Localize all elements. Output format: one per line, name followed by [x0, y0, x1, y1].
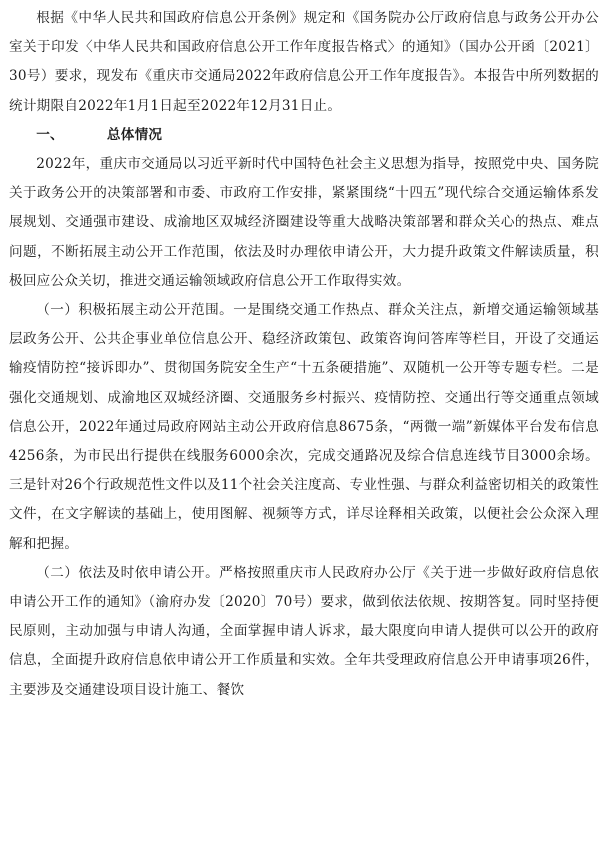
intro-paragraph: 根据《中华人民共和国政府信息公开条例》规定和《国务院办公厅政府信息与政务公开办公室关于印发〈中华人民共和国政府信息公开工作年度报告格式〉的通知》（国办公开函〔2021〕30号）要求，现发布《重庆市交通局2022年政府信息公开工作年度报告》。本报告中所列数据的统计期限自2022年1月1日起至2022年12月31日止。 — [9, 10, 599, 114]
application-disclosure-paragraph: （二）依法及时依申请公开。严格按照重庆市人民政府办公厅《关于进一步做好政府信息依申请公开工作的通知》（渝府办发〔2020〕70号）要求，做到依法依规、按期答复。同时坚持便民原则，主动加强与申请人沟通，全面掌握申请人诉求，最大限度向申请人提供可以公开的政府信息，全面提升政府信息依申请公开工作质量和实效。全年共受理政府信息公开申请事项26件，主要涉及交通建设项目设计施工、餐饮 — [9, 564, 599, 698]
section-title: 总体情况 — [106, 126, 163, 143]
overview-paragraph: 2022年，重庆市交通局以习近平新时代中国特色社会主义思想为指导，按照党中央、国务院关于政务公开的决策部署和市委、市政府工作安排，紧紧围绕“十四五”现代综合交通运输体系发展规划、交通强市建设、成渝地区双城经济圈建设等重大战略决策部署和群众关心的热点、难点问题，不断拓展主动公开工作范围，依法及时办理依申请公开，大力提升政策文件解读质量，积极回应公众关切，推进交通运输领域政府信息公开工作取得实效。 — [9, 156, 599, 289]
proactive-disclosure-paragraph: （一）积极拓展主动公开范围。一是围绕交通工作热点、群众关注点，新增交通运输领域基层政务公开、公共企事业单位信息公开、稳经济政策包、政策咨询问答库等栏目，开设了交通运输疫情防控“接诉即办”、贯彻国务院安全生产“十五条硬措施”、双随机一公开等专题专栏。二是强化交通规划、成渝地区双城经济圈、交通服务乡村振兴、疫情防控、交通出行等交通重点领域信息公开，2022年通过局政府网站主动公开政府信息8675条，“两微一端”新媒体平台发布信息4256条，为市民出行提供在线服务6000余次，完成交通路况及综合信息连线节目3000余场。三是针对26个行政规范性文件以及11个社会关注度高、专业性强、与群众利益密切相关的政策性文件，在文字解读的基础上，使用图解、视频等方式，详尽诠释相关政策，以便社会公众深入理解和把握。 — [9, 302, 599, 552]
section-number: 一、 — [36, 126, 64, 143]
section-heading-overview — [9, 121, 599, 150]
